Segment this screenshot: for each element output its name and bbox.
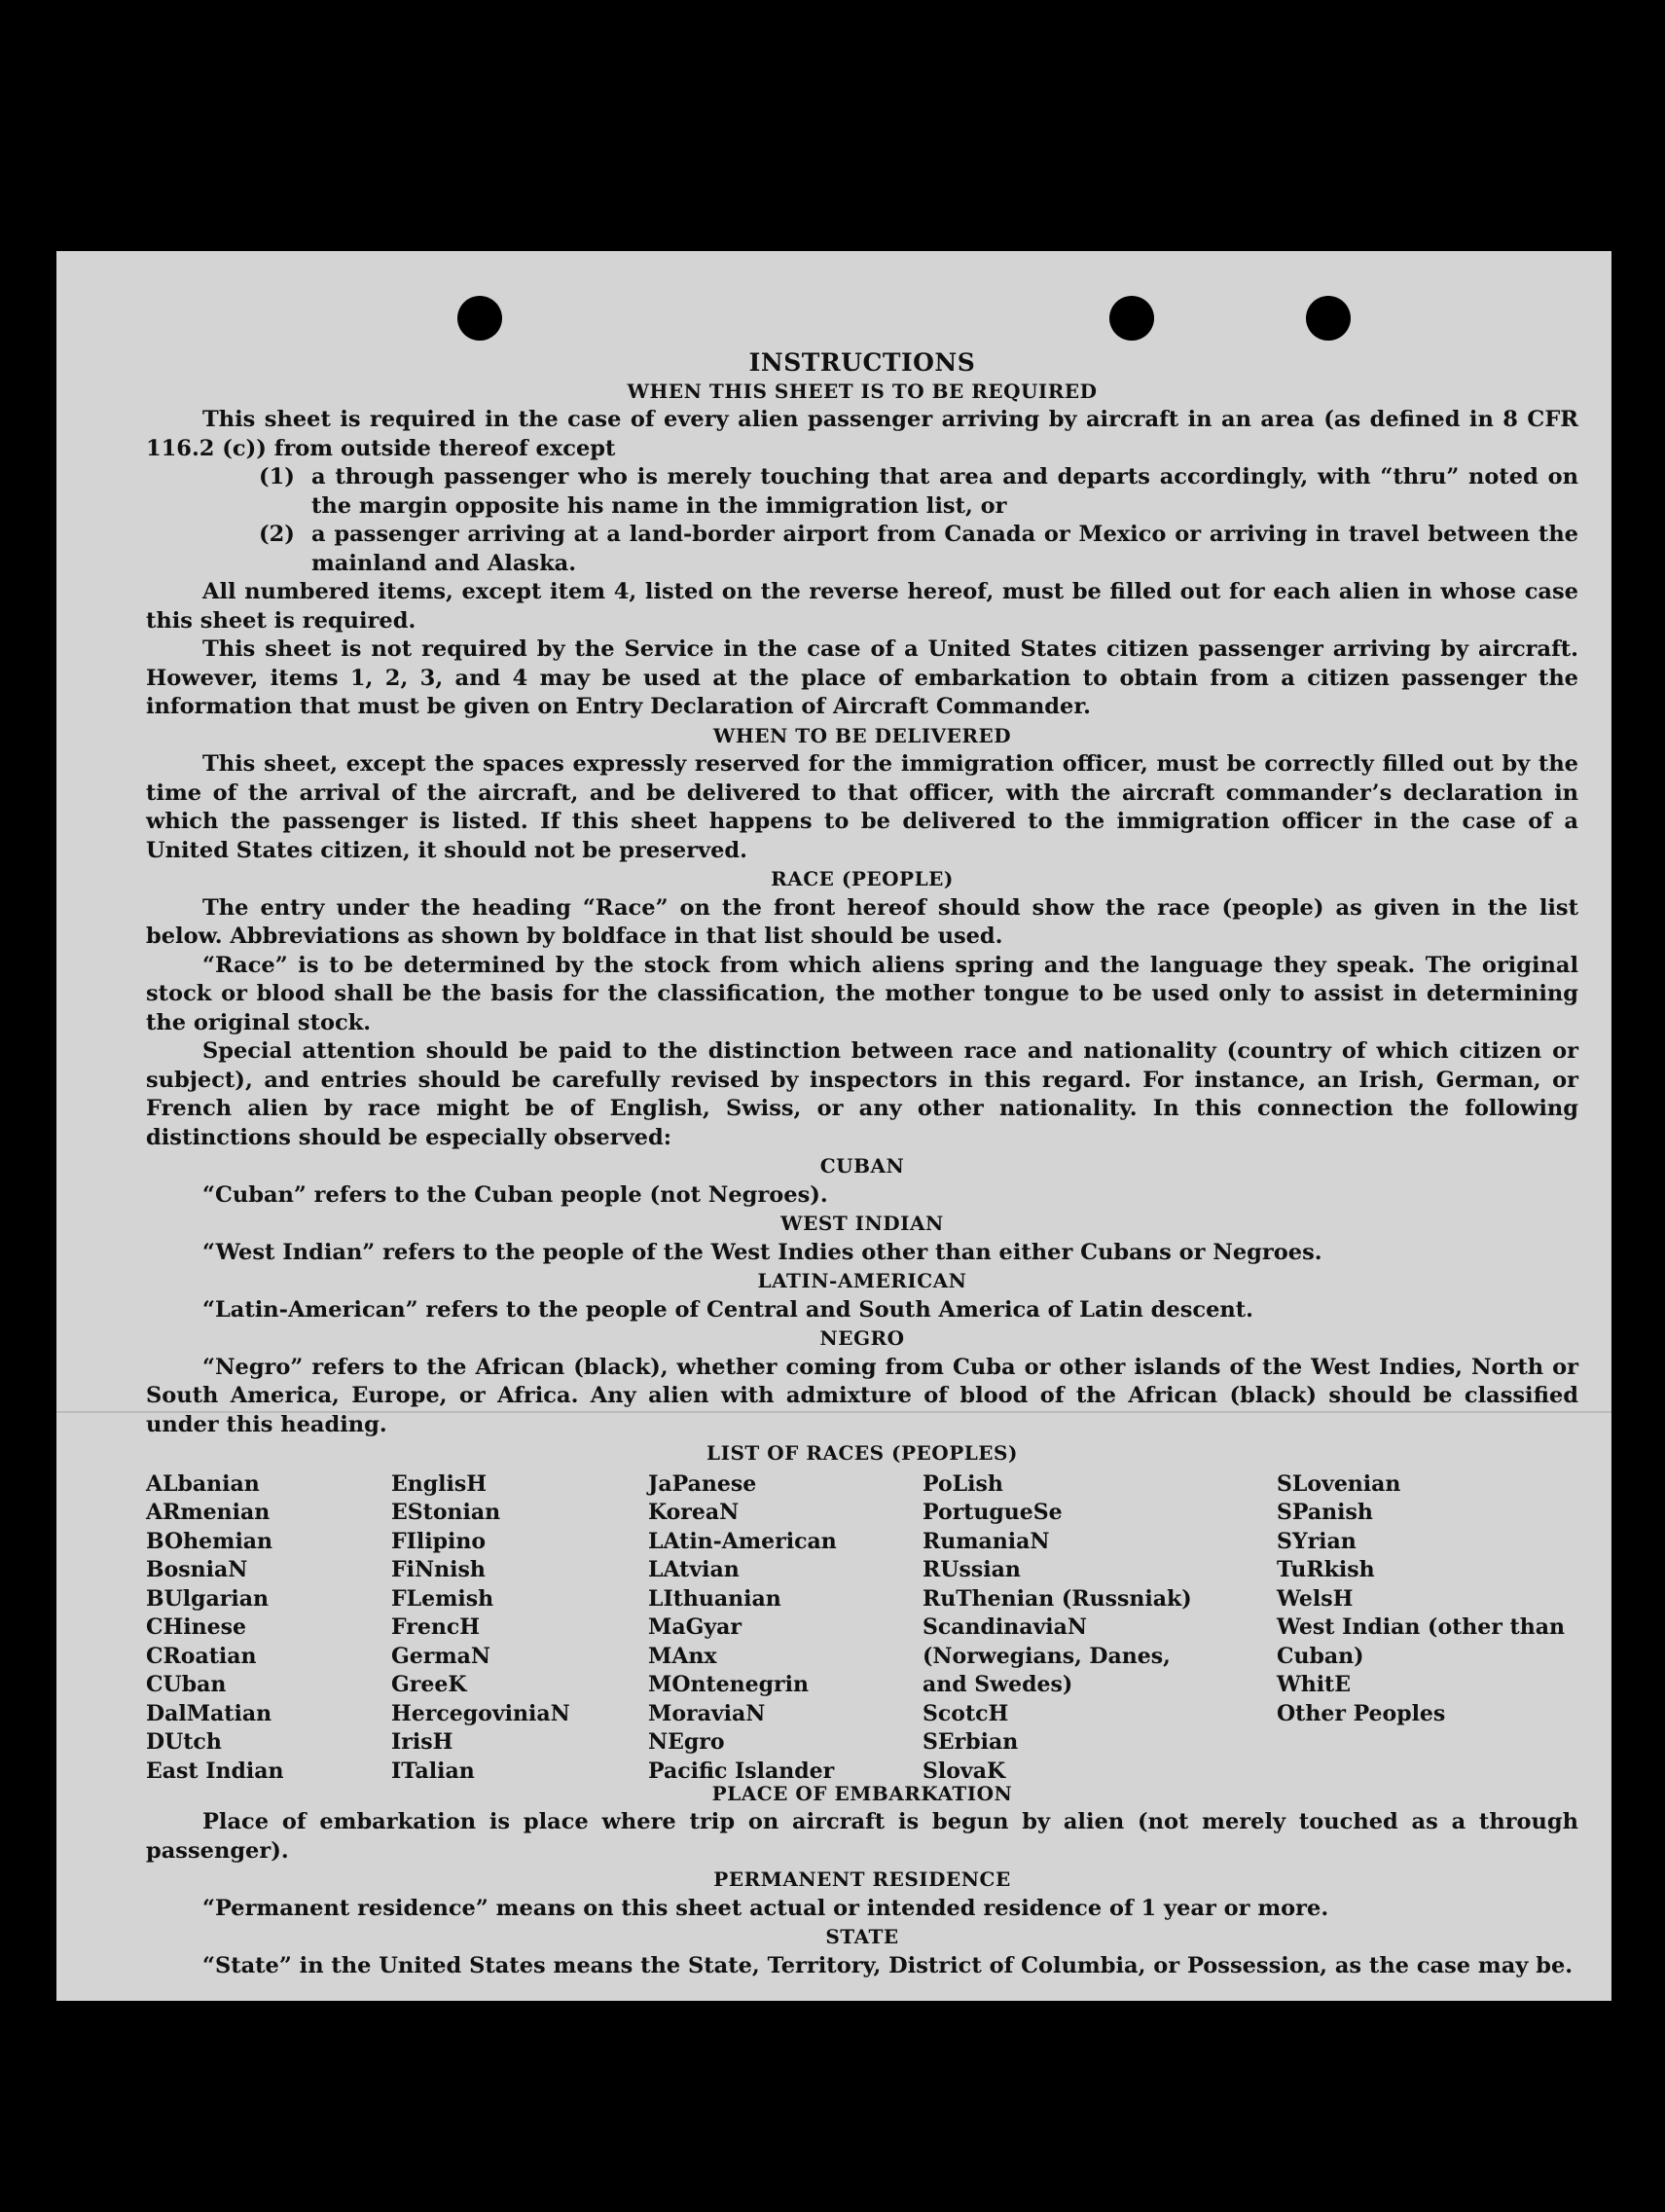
races-column	[146, 1470, 284, 1787]
race-item: East Indian	[146, 1758, 284, 1784]
list-number: (1)	[259, 464, 295, 490]
section-heading-races-list: LIST OF RACES (PEOPLES)	[706, 1441, 1018, 1465]
race-item: SLovenian	[1277, 1470, 1401, 1497]
section-heading-race: RACE (PEOPLE)	[771, 867, 954, 890]
section-heading-required: WHEN THIS SHEET IS TO BE REQUIRED	[627, 379, 1098, 403]
paragraph: The entry under the heading “Race” on the front hereof should show the race (people) as given in the list below. Abbreviations as shown by boldface in that list should be used.	[146, 894, 1578, 949]
instructions-content	[146, 348, 1578, 1980]
paragraph: “West Indian” refers to the people of the West Indies other than either Cubans or Negroes.	[202, 1239, 1322, 1265]
race-item: BOhemian	[146, 1528, 273, 1554]
race-item: BosniaN	[146, 1557, 248, 1582]
race-item: FIlipino	[391, 1528, 487, 1554]
races-column	[1277, 1470, 1574, 1729]
section-heading-cuban: CUBAN	[819, 1154, 905, 1178]
race-item: CHinese	[146, 1614, 247, 1640]
list-text: a through passenger who is merely touching that area and departs accordingly, with “thru” noted on the margin opposite his name in the immigration list, or	[311, 464, 1578, 519]
race-item: HercegoviniaN	[391, 1700, 570, 1726]
punch-hole	[1306, 296, 1351, 341]
race-item: PoLish	[923, 1470, 1003, 1497]
race-item: DUtch	[146, 1729, 222, 1755]
list-text: a passenger arriving at a land-border airport from Canada or Mexico or arriving in travel between the mainland and Alaska.	[311, 522, 1578, 576]
race-item: JaPanese	[648, 1470, 757, 1497]
races-column	[648, 1470, 837, 1787]
race-item: MAnx	[648, 1643, 717, 1669]
race-item: WhitE	[1277, 1672, 1351, 1697]
race-item: SErbian	[923, 1729, 1019, 1755]
race-item: West Indian (other than Cuban)	[1277, 1614, 1565, 1669]
paragraph: “Permanent residence” means on this sheet actual or intended residence of 1 year or more.	[202, 1895, 1329, 1921]
paragraph: Place of embarkation is place where trip on aircraft is begun by alien (not merely touched as a through passenger).	[146, 1809, 1578, 1864]
list-item	[146, 463, 1578, 521]
section-heading-state: STATE	[825, 1925, 899, 1948]
paragraph: “Cuban” refers to the Cuban people (not Negroes).	[202, 1181, 828, 1208]
section-heading-embarkation: PLACE OF EMBARKATION	[711, 1781, 1013, 1805]
race-item: SlovaK	[923, 1758, 1006, 1784]
section-heading-residence: PERMANENT RESIDENCE	[713, 1868, 1011, 1891]
race-item: MoraviaN	[648, 1700, 766, 1726]
race-item: FiNnish	[391, 1557, 486, 1582]
race-item: PortugueSe	[923, 1500, 1063, 1525]
race-item: SYrian	[1277, 1528, 1357, 1554]
races-list	[146, 1470, 1578, 1784]
paragraph: “State” in the United States means the State, Territory, District of Columbia, or Possession, as the case may be.	[202, 1952, 1574, 1978]
paragraph: Special attention should be paid to the distinction between race and nationality (country of which citizen or subject), and entries should be carefully revised by inspectors in this regard. For instance, an Irish, German, or French alien by race might be of English, Swiss, or any other nationality. In this connection the following distinctions should be especially observed:	[146, 1038, 1578, 1150]
punch-hole	[1109, 296, 1154, 341]
race-item: ITalian	[391, 1758, 475, 1784]
race-item: CUban	[146, 1672, 227, 1697]
list-item	[146, 521, 1578, 578]
race-item: SPanish	[1277, 1500, 1373, 1525]
race-item: FLemish	[391, 1585, 494, 1612]
race-item: MOntenegrin	[648, 1672, 809, 1697]
race-item: LAtvian	[648, 1557, 740, 1582]
race-item: EStonian	[391, 1500, 501, 1525]
race-item: KoreaN	[648, 1500, 740, 1525]
paragraph: “Latin-American” refers to the people of Central and South America of Latin descent.	[202, 1296, 1253, 1323]
section-heading-west-indian: WEST INDIAN	[780, 1212, 944, 1235]
race-item: IrisH	[391, 1729, 453, 1755]
paragraph: All numbered items, except item 4, listed on the reverse hereof, must be filled out for each alien in whose case this sheet is required.	[146, 579, 1578, 634]
document-page	[56, 251, 1611, 2001]
section-heading-delivered: WHEN TO BE DELIVERED	[712, 723, 1012, 747]
race-item: RUssian	[923, 1557, 1021, 1582]
list-number: (2)	[259, 522, 295, 547]
race-item: DalMatian	[146, 1700, 272, 1726]
race-item: BUlgarian	[146, 1585, 269, 1612]
paragraph: “Negro” refers to the African (black), whether coming from Cuba or other islands of the West Indies, North or South America, Europe, or Africa. Any alien with admixture of blood of the African (black) should be classified under this heading.	[146, 1354, 1578, 1437]
race-item: Pacific Islander	[648, 1758, 835, 1784]
paragraph: This sheet is required in the case of every alien passenger arriving by aircraft in an area (as defined in 8 CFR 116.2 (c)) from outside thereof except	[146, 407, 1578, 461]
race-item: GermaN	[391, 1643, 491, 1669]
race-item: Other Peoples	[1277, 1700, 1446, 1726]
races-column	[391, 1470, 570, 1787]
race-item: NEgro	[648, 1729, 725, 1755]
race-item: GreeK	[391, 1672, 467, 1697]
page-title: INSTRUCTIONS	[748, 348, 976, 377]
section-heading-latin-american: LATIN-AMERICAN	[757, 1269, 967, 1292]
race-item: MaGyar	[648, 1614, 742, 1640]
race-item: ALbanian	[146, 1470, 260, 1497]
paragraph: “Race” is to be determined by the stock from which aliens spring and the language they speak. The original stock or blood shall be the basis for the classification, the mother tongue to be used only to assist in determining the original stock.	[146, 952, 1578, 1035]
races-column	[923, 1470, 1214, 1787]
race-item: RumaniaN	[923, 1528, 1050, 1554]
race-item: WelsH	[1277, 1585, 1354, 1612]
section-heading-negro: NEGRO	[819, 1326, 905, 1350]
paragraph: This sheet is not required by the Service in the case of a United States citizen passenger arriving by aircraft. However, items 1, 2, 3, and 4 may be used at the place of embarkation to obtain from a citizen passenger the information that must be given on Entry Declaration of Aircraft Commander.	[146, 636, 1578, 719]
race-item: EnglisH	[391, 1470, 488, 1497]
race-item: LAtin-American	[648, 1528, 837, 1554]
race-item: ScandinaviaN (Norwegians, Danes, and Swedes)	[923, 1614, 1171, 1697]
race-item: CRoatian	[146, 1643, 257, 1669]
race-item: RuThenian (Russniak)	[923, 1585, 1192, 1612]
race-item: FrencH	[391, 1614, 480, 1640]
race-item: TuRkish	[1277, 1557, 1375, 1582]
paragraph: This sheet, except the spaces expressly reserved for the immigration officer, must be correctly filled out by the time of the arrival of the aircraft, and be delivered to that officer, with the aircraft commander’s declaration in which the passenger is listed. If this sheet happens to be delivered to the immigration officer in the case of a United States citizen, it should not be preserved.	[146, 751, 1578, 863]
punch-hole	[457, 296, 502, 341]
race-item: LIthuanian	[648, 1585, 781, 1612]
race-item: ARmenian	[146, 1500, 271, 1525]
race-item: ScotcH	[923, 1700, 1009, 1726]
